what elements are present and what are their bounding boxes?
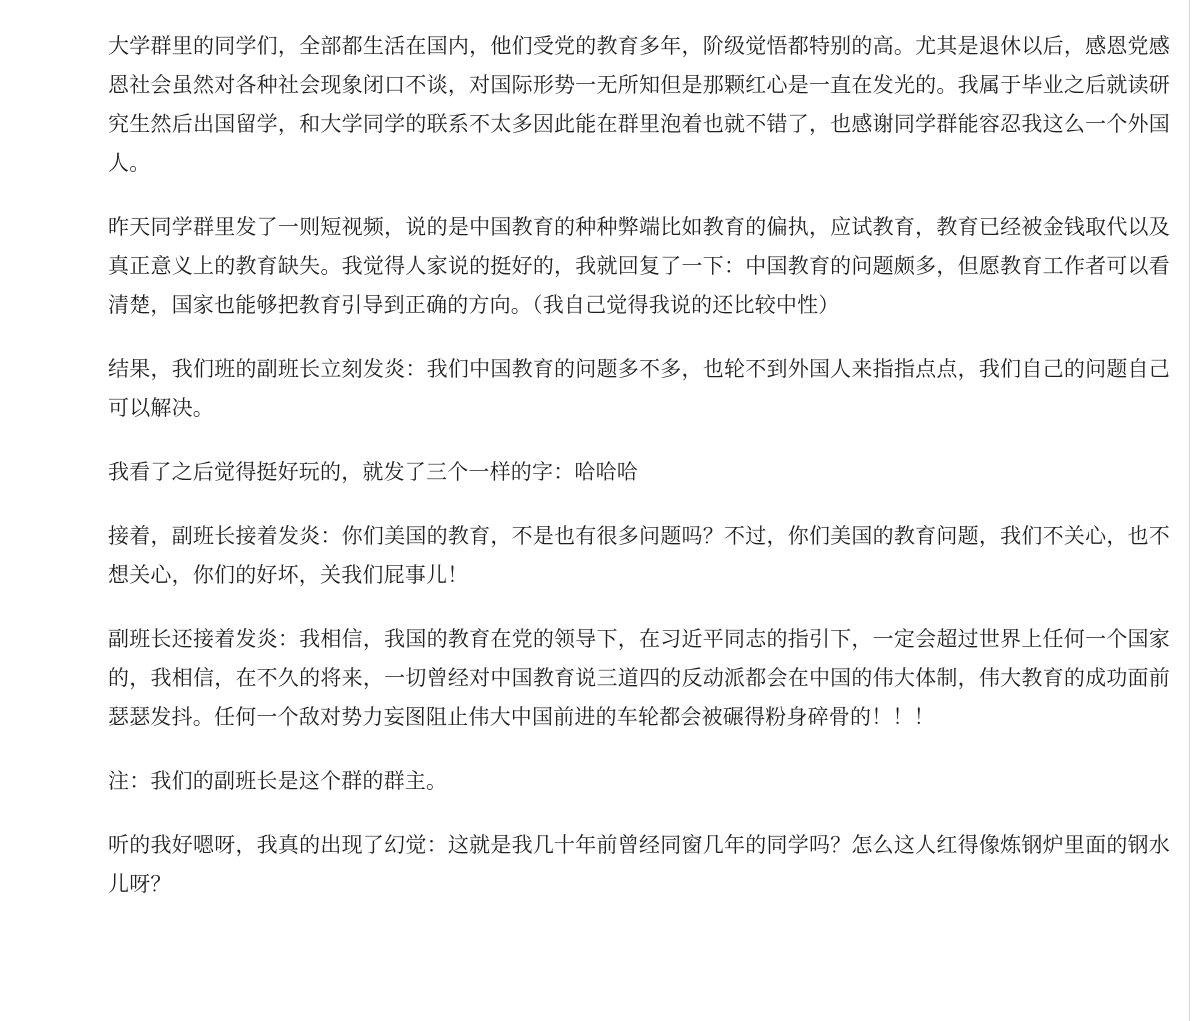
paragraph-6: 副班长还接着发炎：我相信，我国的教育在党的领导下，在习近平同志的指引下，一定会超过世界上任何一个国家的，我相信，在不久的将来，一切曾经对中国教育说三道四的反动派都会在中国的伟大体制，伟大教育的成功面前瑟瑟发抖。任何一个敌对势力妄图阻止伟大中国前进的车轮都会被碾得粉身碎骨的！！！ [108,627,1170,729]
paragraph-3: 结果，我们班的副班长立刻发炎：我们中国教育的问题多不多，也轮不到外国人来指指点点，我们自己的问题自己可以解决。 [108,357,1170,420]
paragraph-7: 注：我们的副班长是这个群的群主。 [108,769,448,793]
paragraph-5: 接着，副班长接着发炎：你们美国的教育，不是也有很多问题吗？不过，你们美国的教育问题，我们不关心，也不想关心，你们的好坏，关我们屁事儿！ [108,524,1170,587]
page-edge-divider [1189,0,1190,1021]
paragraph-4: 我看了之后觉得挺好玩的，就发了三个一样的字：哈哈哈 [108,460,638,484]
article-body [108,27,1170,929]
paragraph-8: 听的我好嗯呀，我真的出现了幻觉：这就是我几十年前曾经同窗几年的同学吗？怎么这人红得像炼钢炉里面的钢水儿呀？ [108,833,1170,896]
paragraph-2: 昨天同学群里发了一则短视频，说的是中国教育的种种弊端比如教育的偏执，应试教育，教育已经被金钱取代以及真正意义上的教育缺失。我觉得人家说的挺好的，我就回复了一下：中国教育的问题颇多，但愿教育工作者可以看清楚，国家也能够把教育引导到正确的方向。（我自己觉得我说的还比较中性） [108,215,1170,317]
paragraph-1: 大学群里的同学们，全部都生活在国内，他们受党的教育多年，阶级觉悟都特别的高。尤其是退休以后，感恩党感恩社会虽然对各种社会现象闭口不谈，对国际形势一无所知但是那颗红心是一直在发光的。我属于毕业之后就读研究生然后出国留学，和大学同学的联系不太多因此能在群里泡着也就不错了，也感谢同学群能容忍我这么一个外国人。 [108,34,1170,175]
